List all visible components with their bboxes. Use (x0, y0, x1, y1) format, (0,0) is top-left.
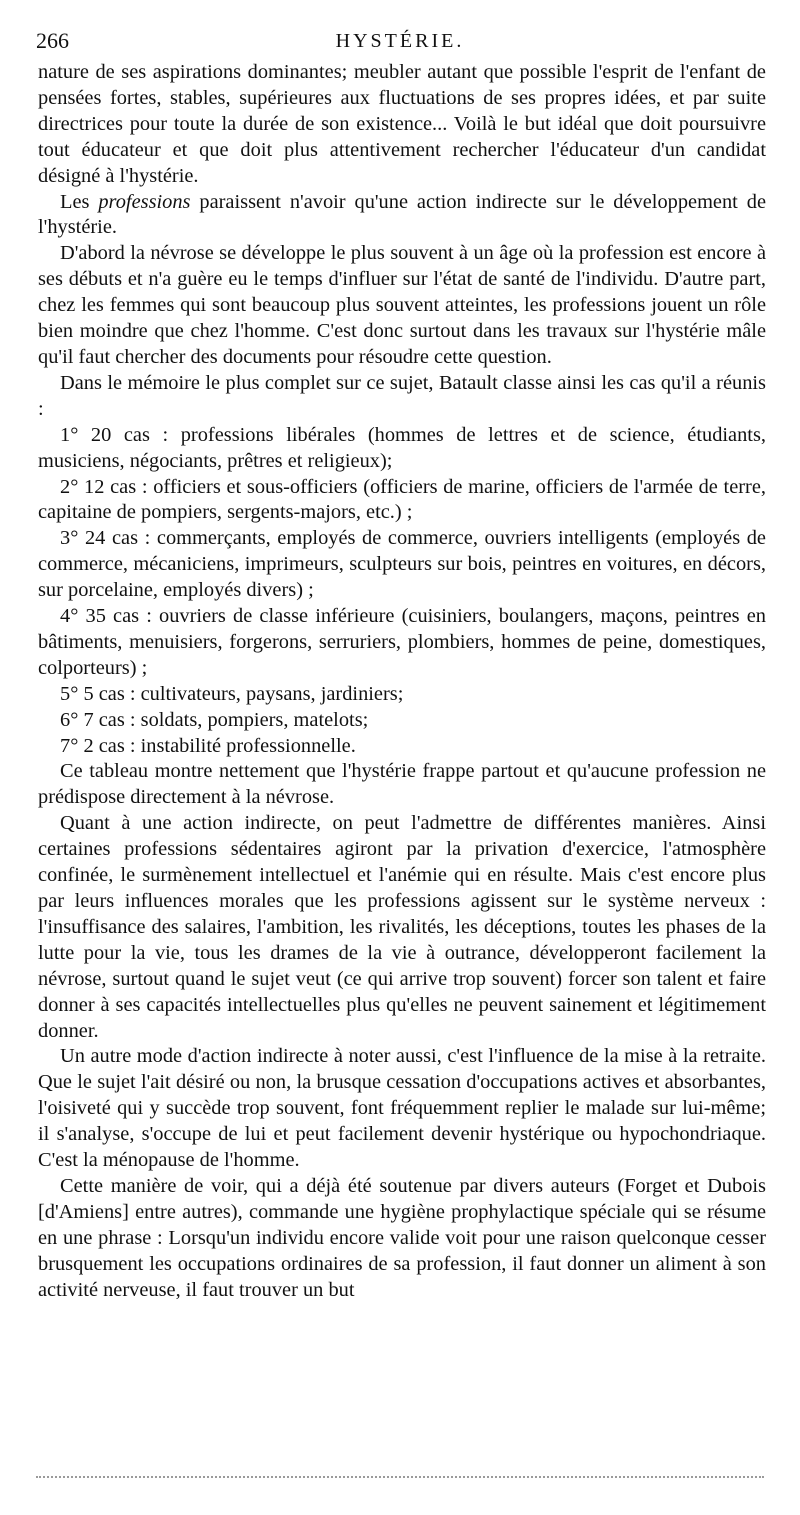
paragraph: Cette manière de voir, qui a déjà été soutenue par divers auteurs (Forget et Dubois [d'Amiens] entre autres), commande une hygiène prophylactique spéciale qui se résume en une phrase : Lorsqu'un individu encore valide voit pour une raison quelconque cesser brusquement les occupations ordinaires de sa profession, il faut donner un aliment à son activité nerveuse, il faut trouver un but (38, 1174, 766, 1301)
footer-dotted-rule (36, 1476, 764, 1481)
paragraph: Un autre mode d'action indirecte à noter aussi, c'est l'influence de la mise à la retraite. Que le sujet l'ait désiré ou non, la brusque cessation d'occupations actives et absorbantes, l'oisiveté qui y succède trop souvent, font fréquemment replier le malade sur lui-même; il s'analyse, s'occupe de lui et peut facilement devenir hystérique ou hypochondriaque. C'est la ménopause de l'homme. (38, 1045, 766, 1172)
list-item: 6° 7 cas : soldats, pompiers, matelots; (60, 708, 369, 731)
running-head (36, 28, 764, 60)
page-number: 266 (36, 28, 69, 53)
list-item: 7° 2 cas : instabilité professionnelle. (60, 734, 356, 757)
paragraph: D'abord la névrose se développe le plus souvent à un âge où la profession est encore à ses débuts et n'a guère eu le temps d'influer sur l'état de santé de l'individu. D'autre part, chez les femmes qui sont beaucoup plus souvent atteintes, les professions jouent un rôle bien moindre que chez l'homme. C'est donc surtout dans les travaux sur l'hystérie mâle qu'il faut chercher des documents pour résoudre cette question. (38, 242, 766, 368)
list-item: 1° 20 cas : professions libérales (hommes de lettres et de science, étudiants, musiciens, négociants, prêtres et religieux); (38, 423, 766, 472)
list-item: 4° 35 cas : ouvriers de classe inférieure (cuisiniers, boulangers, maçons, peintres en bâtiments, menuisiers, forgerons, serruriers, plombiers, hommes de peine, domestiques, colporteurs) ; (38, 605, 766, 679)
text-run: Les (60, 190, 99, 213)
list-item: 5° 5 cas : cultivateurs, paysans, jardiniers; (60, 682, 404, 705)
list-item: 3° 24 cas : commerçants, employés de commerce, ouvriers intelligents (employés de commerce, mécaniciens, imprimeurs, sculpteurs sur bois, peintres en voitures, en décors, sur porcelaine, employés divers) ; (38, 527, 766, 602)
list-item: 2° 12 cas : officiers et sous-officiers (officiers de marine, officiers de l'armée de terre, capitaine de pompiers, sergents-majors, etc.) ; (38, 475, 766, 524)
paragraph (38, 190, 766, 242)
paragraph: Ce tableau montre nettement que l'hystérie frappe partout et qu'aucune profession ne prédispose directement à la névrose. (38, 760, 766, 809)
paragraph: Quant à une action indirecte, on peut l'admettre de différentes manières. Ainsi certaines professions sédentaires agiront par la privation d'exercice, l'atmosphère confinée, le surmènement intellectuel et l'anémie qui en résulte. Mais c'est encore plus par leurs influences morales que les professions agissent sur le système nerveux : l'insuffisance des salaires, l'ambition, les rivalités, les déceptions, toutes les phases de la lutte pour la vie, tous les drames de la vie à outrance, développeront facilement la névrose, surtout quand le sujet veut (ce qui arrive trop souvent) forcer son talent et faire donner à ses capacités intellectuelles plus qu'elles ne peuvent sainement et légitimement donner. (38, 812, 766, 1042)
paragraph: nature de ses aspirations dominantes; meubler autant que possible l'esprit de l'enfant de pensées fortes, stables, supérieures aux fluctuations de ses propres idées, et par suite directrices pour toute la durée de son existence... Voilà le but idéal que doit poursuivre tout éducateur et que doit plus attentivement rechercher l'éducateur d'un candidat désigné à l'hystérie. (38, 61, 766, 187)
emphasis: professions (98, 190, 191, 213)
running-title: HYSTÉRIE. (335, 30, 465, 52)
body-text (38, 60, 766, 1304)
text-run: paraissent n'avoir qu'une action indirecte sur le développement de l'hystérie. (38, 190, 766, 239)
paragraph: Dans le mémoire le plus complet sur ce sujet, Batault classe ainsi les cas qu'il a réunis : (38, 371, 766, 420)
